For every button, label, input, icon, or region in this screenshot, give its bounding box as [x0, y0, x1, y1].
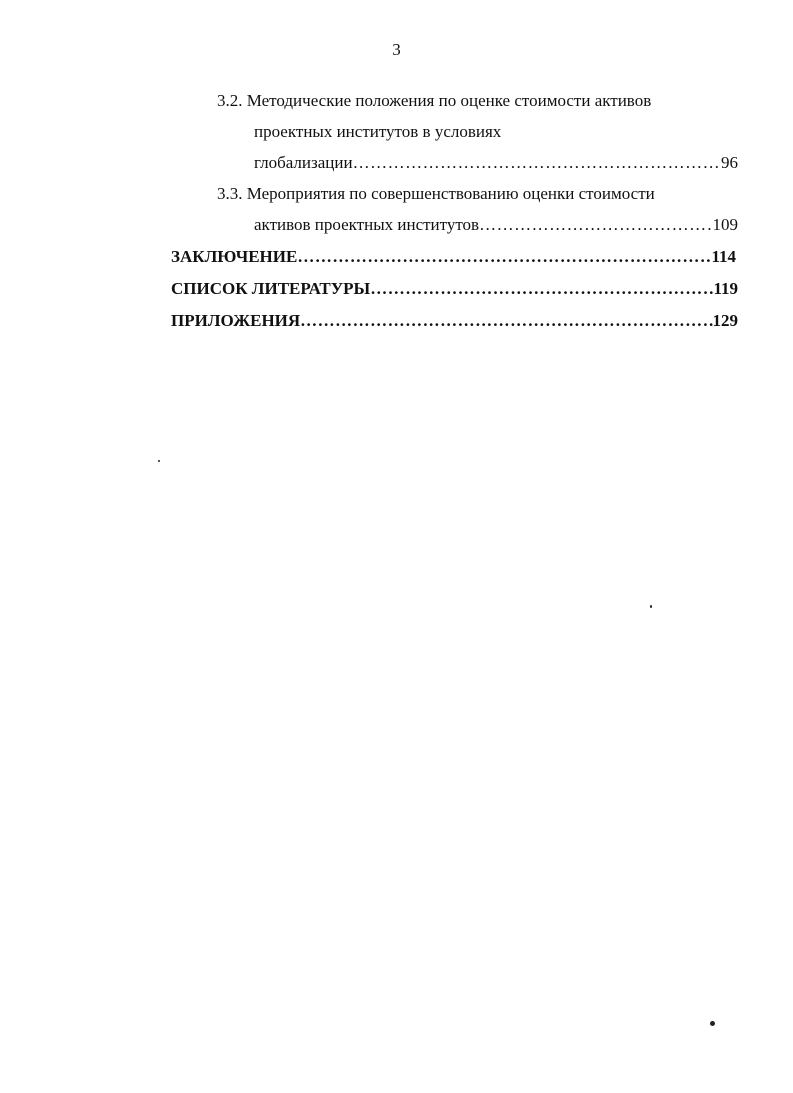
toc-3-2-page: 96 — [721, 153, 738, 172]
toc-conclusion-label: ЗАКЛЮЧЕНИЕ — [171, 247, 298, 266]
dot-leader — [370, 278, 713, 300]
toc-conclusion-page: 114 — [711, 247, 736, 266]
toc-3-3-line1: 3.3. Мероприятия по совершенствованию оценки стоимости — [217, 184, 655, 203]
toc-entry-references[interactable] — [171, 278, 738, 300]
page-number: 3 — [392, 40, 401, 59]
toc-3-2-line1: 3.2. Методические положения по оценке стоимости активов — [217, 91, 652, 110]
toc-appendices-page: 129 — [712, 311, 738, 330]
dot-leader — [297, 246, 711, 268]
toc-3-2-line2: проектных институтов в условиях — [254, 122, 502, 141]
toc-entry-conclusion[interactable] — [171, 246, 736, 268]
dot-leader — [479, 214, 712, 236]
toc-references-label: СПИСОК ЛИТЕРАТУРЫ — [171, 279, 371, 298]
toc-appendices-label: ПРИЛОЖЕНИЯ — [171, 311, 301, 330]
scan-speck — [710, 1021, 715, 1026]
toc-entry-3-3[interactable] — [254, 214, 738, 236]
scan-speck — [158, 460, 160, 462]
dot-leader — [353, 152, 721, 174]
toc-entry-3-2[interactable] — [254, 152, 738, 174]
dot-leader — [300, 310, 712, 332]
toc-3-3-line2: активов проектных институтов — [254, 215, 480, 234]
toc-3-2-line3: глобализации — [254, 153, 353, 172]
toc-entry-appendices[interactable] — [171, 310, 738, 332]
scan-speck — [650, 605, 652, 608]
toc-references-page: 119 — [713, 279, 738, 298]
toc-3-3-page: 109 — [712, 215, 738, 234]
